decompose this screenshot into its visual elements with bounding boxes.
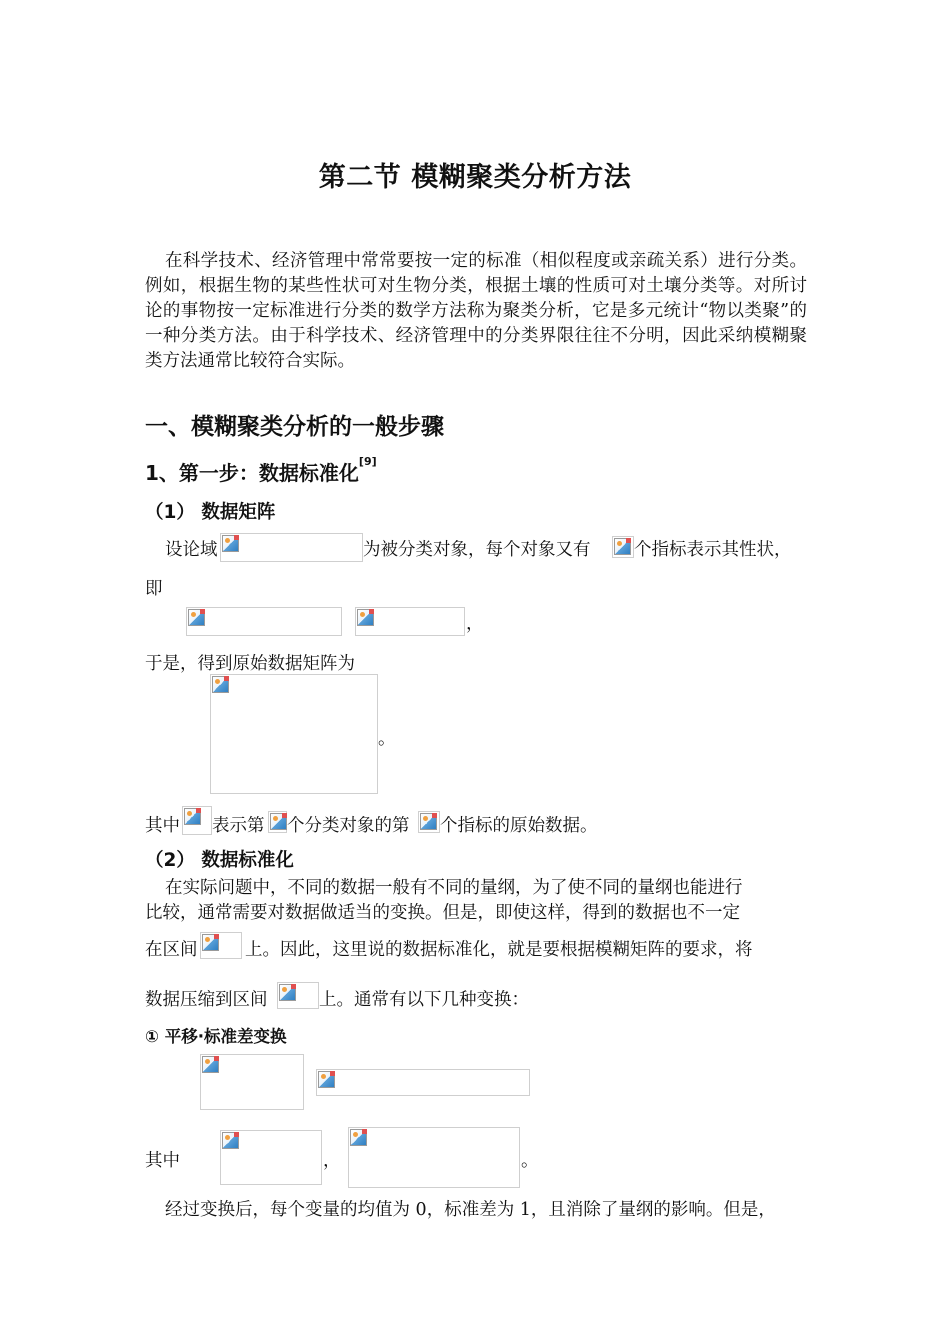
- broken-image-icon: [222, 535, 239, 552]
- text-universe: 设论域: [165, 540, 218, 560]
- text-compress-interval: 数据压缩到区间: [145, 990, 268, 1010]
- formula-image-matrix: [210, 674, 378, 794]
- subheading-standardization: （2） 数据标准化: [145, 850, 294, 871]
- text-after-transform: 经过变换后，每个变量的均值为 0，标准差为 1，且消除了量纲的影响。但是，: [165, 1200, 776, 1220]
- formula-image-transform-range: [316, 1069, 530, 1096]
- citation-ref: [9]: [358, 455, 377, 468]
- broken-image-icon: [188, 609, 205, 626]
- formula-image-m: [612, 536, 634, 558]
- text-namely: 即: [145, 579, 163, 599]
- text-in-interval: 在区间: [145, 940, 198, 960]
- broken-image-icon: [202, 1056, 219, 1073]
- formula-image-stddev: [348, 1127, 520, 1188]
- broken-image-icon: [614, 538, 631, 555]
- text-standardization-line1: 在实际问题中，不同的数据一般有不同的量纲，为了使不同的量纲也能进行: [165, 878, 743, 898]
- formula-image-mean: [220, 1130, 322, 1185]
- text-standardization-line2: 比较，通常需要对数据做适当的变换。但是，即使这样，得到的数据也不一定: [145, 903, 740, 923]
- text-transformations: 上。通常有以下几种变换：: [319, 990, 529, 1010]
- formula-image-interval-1: [200, 932, 242, 959]
- text-object-of: 个分类对象的第: [287, 816, 410, 836]
- broken-image-icon: [279, 984, 296, 1001]
- broken-image-icon: [420, 813, 437, 830]
- broken-image-icon: [318, 1071, 335, 1088]
- broken-image-icon: [222, 1132, 239, 1149]
- page-title: 第二节 模糊聚类分析方法: [318, 162, 632, 193]
- comma-text: ，: [466, 614, 484, 634]
- intro-paragraph: 在科学技术、经济管理中常常要按一定的标准（相似程度或亲疏关系）进行分类。例如，根据生物的某些性状可对生物分类，根据土壤的性质可对土壤分类等。对所讨论的事物按一定标准进行分类的数学方法称为聚类分析，它是多元统计“物以类聚”的一种分类方法。由于科学技术、经济管理中的分类界限往往不分明，因此采纳模糊聚类方法通常比较符合实际。: [145, 251, 807, 371]
- text-objects: 为被分类对象，每个对象又有: [363, 540, 591, 560]
- broken-image-icon: [357, 609, 374, 626]
- text-original-matrix: 于是，得到原始数据矩阵为: [145, 654, 355, 674]
- broken-image-icon: [202, 934, 219, 951]
- broken-image-icon: [184, 808, 201, 825]
- formula-image-transform: [200, 1054, 304, 1110]
- comma-text-2: ，: [323, 1151, 341, 1171]
- formula-image-k: [418, 811, 440, 833]
- text-where-2: 其中: [145, 1151, 180, 1171]
- subheading-data-matrix: （1） 数据矩阵: [145, 502, 276, 523]
- method-heading-1: ① 平移·标准差变换: [145, 1027, 287, 1046]
- step-heading-text: 1、第一步：数据标准化: [145, 461, 359, 485]
- step-heading-1: [145, 457, 377, 486]
- formula-image-index: [355, 607, 465, 636]
- formula-image-xi: [186, 607, 342, 636]
- formula-image-xik: [182, 806, 212, 835]
- text-indicators: 个指标表示其性状，: [634, 540, 792, 560]
- section-heading-1: 一、模糊聚类分析的一般步骤: [145, 414, 444, 440]
- formula-image-i: [268, 811, 287, 833]
- broken-image-icon: [270, 813, 287, 830]
- period-text-2: 。: [521, 1151, 539, 1171]
- broken-image-icon: [350, 1129, 367, 1146]
- text-denotes: 表示第: [212, 816, 265, 836]
- formula-image-interval-2: [277, 982, 319, 1009]
- period-text: 。: [378, 729, 396, 749]
- broken-image-icon: [212, 676, 229, 693]
- text-where: 其中: [145, 816, 180, 836]
- formula-image-universe: [220, 533, 363, 562]
- text-raw-data: 个指标的原始数据。: [440, 816, 598, 836]
- text-standardization-line3: 上。因此，这里说的数据标准化，就是要根据模糊矩阵的要求，将: [245, 940, 753, 960]
